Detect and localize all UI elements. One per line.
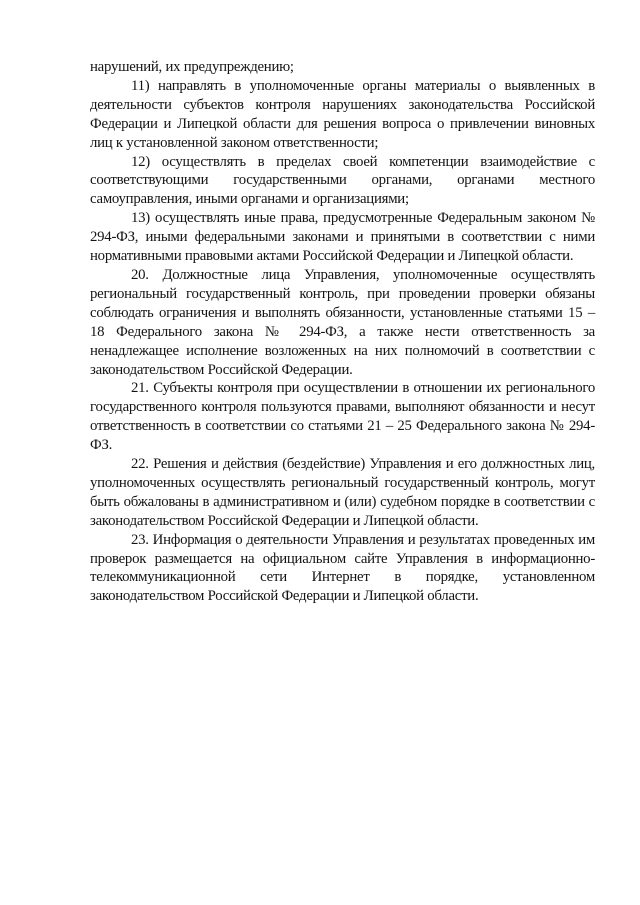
paragraph-clause-23: 23. Информация о деятельности Управления и результатах проведенных им проверок размещается на официальном сайте Управления в информационно-телекоммуникационной сети Интернет в порядке, установленном законодательством Российской Федерации и Липецкой области. [90, 531, 595, 605]
paragraph-item-13: 13) осуществлять иные права, предусмотренные Федеральным законом № 294-ФЗ, иными федеральными законами и принятыми в соответствии с ними нормативными правовыми актами Российской Федерации и Липецкой области. [90, 210, 595, 265]
document-body [90, 58, 595, 606]
paragraph-clause-20: 20. Должностные лица Управления, уполномоченные осуществлять региональный государственный контроль, при проведении проверки обязаны соблюдать ограничения и выполнять обязанности, установленные статьями 15 – 18 Федерального закона № 294-ФЗ, а также нести ответственность за ненадлежащее исполнение возложенных на них полномочий в соответствии с законодательством Российской Федерации. [90, 266, 595, 378]
paragraph-item-12: 12) осуществлять в пределах своей компетенции взаимодействие с соответствующими государственными органами, органами местного самоуправления, иными органами и организациями; [90, 153, 595, 208]
paragraph-item-11: 11) направлять в уполномоченные органы материалы о выявленных в деятельности субъектов контроля нарушениях законодательства Российской Федерации и Липецкой области для решения вопроса о привлечении виновных лиц к установленной законом ответственности; [90, 77, 595, 151]
paragraph-clause-21: 21. Субъекты контроля при осуществлении в отношении их регионального государственного контроля пользуются правами, выполняют обязанности и несут ответственность в соответствии со статьями 21 – 25 Федерального закона № 294-ФЗ. [90, 380, 595, 454]
paragraph-continuation: нарушений, их предупреждению; [90, 59, 294, 75]
paragraph-clause-22: 22. Решения и действия (бездействие) Управления и его должностных лиц, уполномоченных осуществлять региональный государственный контроль, могут быть обжалованы в административном и (или) судебном порядке в соответствии с законодательством Российской Федерации и Липецкой области. [90, 456, 595, 529]
